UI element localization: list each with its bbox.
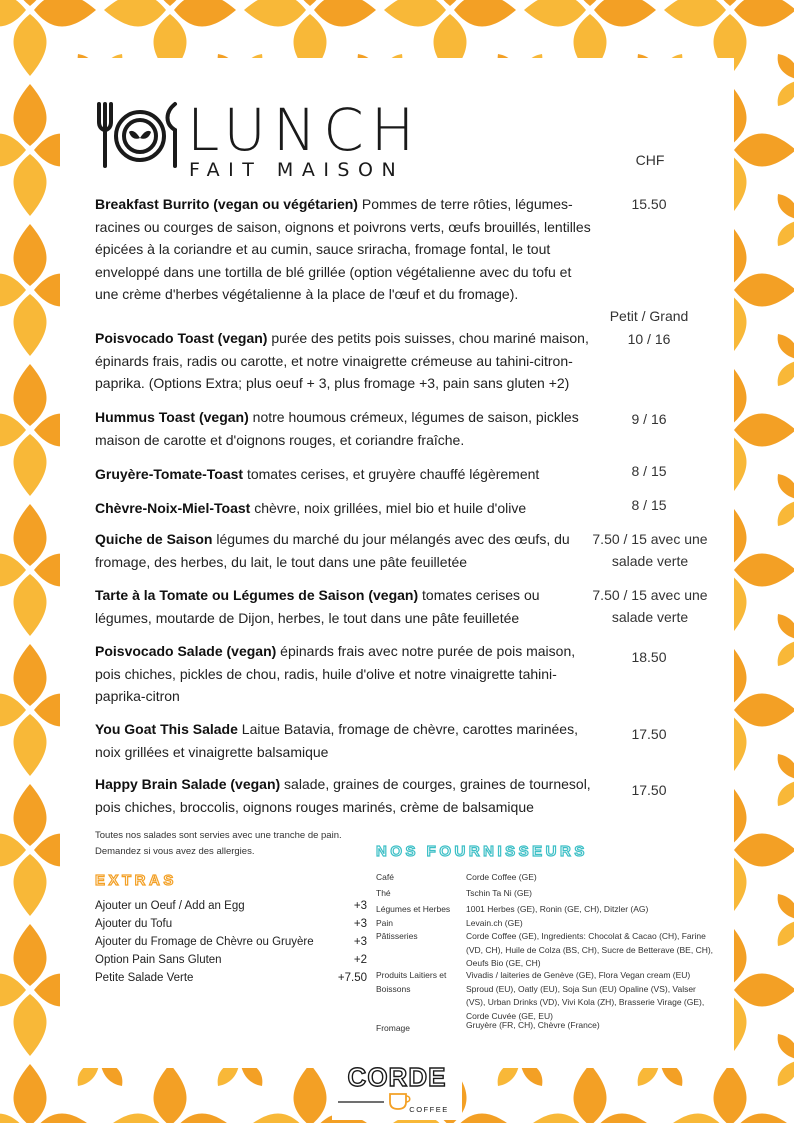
supplier-category: Fromage — [376, 1023, 411, 1033]
menu-item-price: 15.50 — [631, 196, 667, 212]
menu-item-price: 8 / 15 — [631, 497, 667, 513]
menu-item-name: Gruyère-Tomate-Toast — [95, 466, 244, 482]
menu-item-description: épinards frais avec notre purée de pois maison, pois chiches, pickles de chou, radis, huile d'olive et notre vinaigrette tahini-paprika-citron — [95, 643, 576, 704]
extras-row — [95, 951, 367, 969]
menu-item-description: purée des petits pois suisses, chou mariné maison, épinards frais, radis ou carotte, et notre vinaigrette crémeuse au tahini-citron-paprika. (Options Extra; plus oeuf + 3, plus fromage +3, pain sans gluten +2) — [95, 330, 589, 391]
menu-item-name: Tarte à la Tomate ou Légumes de Saison (vegan) — [95, 587, 419, 603]
menu-item-price: 10 / 16 — [627, 331, 671, 347]
supplier-names: Gruyère (FR, CH), Chèvre (France) — [466, 1020, 600, 1030]
page-subtitle: FAIT MAISON — [189, 159, 405, 181]
supplier-category: Pâtisseries — [376, 931, 418, 941]
menu-item-description: chèvre, noix grillées, miel bio et huile d'olive — [250, 500, 527, 516]
menu-item-description: Pommes de terre rôties, légumes-racines ou courges de saison, oignons et poivrons verts, œufs brouillés, lentilles épicées à la coriandre et au cumin, sauce sriracha, fromage fontal, le tout enveloppé dans une tortilla de blé grillée (option végétalienne avec du tofu et une crème d'herbes végétalienne à la place de l'œuf et du fromage). — [95, 196, 591, 302]
extras-label: Ajouter du Tofu — [95, 918, 173, 930]
cup-icon — [390, 1094, 410, 1109]
menu-item — [95, 463, 595, 486]
menu-item-name: You Goat This Salade — [95, 721, 238, 737]
menu-item-price: 7.50 / 15 avec une salade verte — [592, 531, 708, 569]
menu-item — [95, 718, 595, 763]
supplier-names: Corde Coffee (GE) — [466, 872, 537, 882]
extras-label: Option Pain Sans Gluten — [95, 954, 222, 966]
supplier-names: Levain.ch (GE) — [466, 918, 523, 928]
extras-label: Ajouter un Oeuf / Add an Egg — [95, 900, 245, 912]
menu-item — [95, 193, 595, 306]
menu-item-name: Breakfast Burrito (vegan ou végétarien) — [95, 196, 358, 212]
suppliers-heading: NOS FOURNISSEURS — [376, 843, 588, 860]
supplier-names: Tschin Ta Ni (GE) — [466, 888, 532, 898]
menu-item-name: Poisvocado Toast (vegan) — [95, 330, 268, 346]
supplier-names: Vivadis / laiteries de Genève (GE), Flora Vegan cream (EU) Sproud (EU), Oatly (EU), Soja Sun (EU) Opaline (VS), Valser (VS), Urban Drinks (VD), Vivi Kola (ZH), Brasserie Virage (GE), Corde Cuvée (GE, EU) — [466, 970, 705, 1022]
extras-price: +2 — [353, 954, 367, 966]
menu-item — [95, 773, 595, 818]
menu-item-price: 17.50 — [631, 726, 667, 742]
extras-price: +3 — [353, 900, 367, 912]
menu-item-name: Poisvocado Salade (vegan) — [95, 643, 277, 659]
menu-item-description: légumes du marché du jour mélangés avec des œufs, du fromage, des herbes, du lait, le tout dans une pâte feuilletée — [95, 531, 570, 570]
extras-price: +3 — [353, 918, 367, 930]
currency-label: CHF — [635, 152, 665, 168]
fork-plate-icon — [95, 100, 181, 172]
supplier-names: Corde Coffee (GE), Ingredients: Chocolat & Cacao (CH), Farine (VD, CH), Huile de Colza (BS, CH), Sucre de Betterave (BE, CH), Oeufs Bio (GE, CH) — [466, 931, 714, 969]
menu-item-price: 17.50 — [631, 782, 667, 798]
extras-row — [95, 933, 367, 951]
menu-item-name: Chèvre-Noix-Miel-Toast — [95, 500, 251, 516]
extras-row — [95, 969, 367, 987]
footnote-line: Toutes nos salades sont servies avec une tranche de pain. — [95, 830, 342, 841]
menu-item-price: 18.50 — [631, 649, 667, 665]
menu-item — [95, 497, 595, 520]
menu-item-description: tomates cerises, et gruyère chauffé légèrement — [243, 466, 540, 482]
menu-item-name: Hummus Toast (vegan) — [95, 409, 249, 425]
menu-item — [95, 640, 595, 708]
extras-list — [95, 897, 367, 987]
extras-heading: EXTRAS — [95, 872, 177, 889]
extras-row — [95, 915, 367, 933]
page-title: LUNCH — [187, 96, 422, 164]
brand-name: CORDE — [347, 1062, 447, 1092]
supplier-category: Thé — [376, 888, 391, 898]
menu-item-description: salade, graines de courges, graines de tournesol, pois chiches, broccolis, oignons rouges marinés, crème de balsamique — [95, 776, 591, 815]
supplier-category: Légumes et Herbes — [376, 904, 451, 914]
menu-item-name: Quiche de Saison — [95, 531, 213, 547]
footnote — [95, 828, 342, 860]
extras-price: +3 — [353, 936, 367, 948]
menu-item-description: Laitue Batavia, fromage de chèvre, carottes marinées, noix grillées et vinaigrette balsamique — [95, 721, 578, 760]
menu-item — [95, 528, 595, 573]
menu-item-description: tomates cerises ou légumes, moutarde de Dijon, herbes, le tout dans une pâte feuilletée — [95, 587, 540, 626]
corde-coffee-logo — [332, 1062, 462, 1120]
extras-label: Ajouter du Fromage de Chèvre ou Gruyère — [95, 936, 314, 948]
menu-item-name: Happy Brain Salade (vegan) — [95, 776, 281, 792]
menu-item — [95, 406, 595, 451]
size-label: Petit / Grand — [609, 308, 689, 324]
menu-item — [95, 584, 595, 629]
menu-item-price: 7.50 / 15 avec une salade verte — [592, 587, 708, 625]
menu-item-price: 9 / 16 — [631, 411, 667, 427]
menu-item-price: 8 / 15 — [631, 463, 667, 479]
menu-item — [95, 327, 595, 395]
footnote-line: Demandez si vous avez des allergies. — [95, 846, 255, 857]
extras-price: +7.50 — [337, 972, 367, 984]
supplier-category: Pain — [376, 918, 394, 928]
extras-label: Petite Salade Verte — [95, 972, 194, 984]
lunch-logo — [95, 96, 435, 190]
supplier-category: Café — [376, 872, 394, 882]
extras-row — [95, 897, 367, 915]
menu-item-description: notre houmous crémeux, légumes de saison, pickles maison de carotte et d'oignons rouges, et coriandre fraîche. — [95, 409, 579, 448]
supplier-category: Produits Laitiers et Boissons — [376, 970, 447, 994]
brand-tagline: COFFEE — [409, 1105, 449, 1114]
supplier-names: 1001 Herbes (GE), Ronin (GE, CH), Ditzler (AG) — [466, 904, 649, 914]
